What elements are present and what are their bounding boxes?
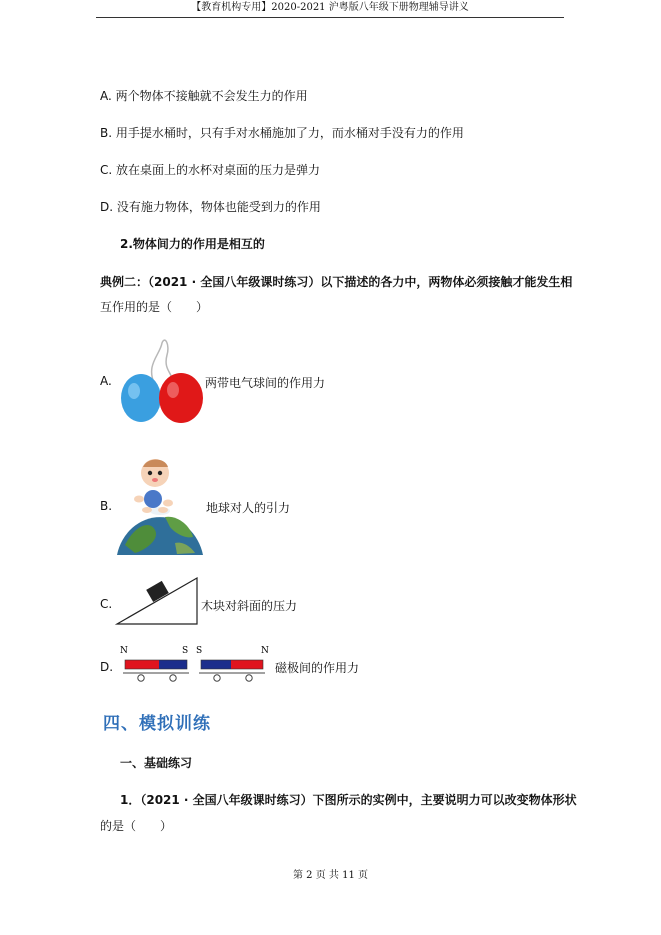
example-line-2: 互作用的是（ ）: [100, 300, 209, 314]
choice-b-caption: 地球对人的引力: [206, 501, 291, 515]
magnet-cart-1: [123, 660, 189, 681]
basic-title: 一、基础练习: [120, 756, 193, 770]
choice-b-letter: B.: [100, 499, 113, 513]
blue-balloon: [121, 374, 161, 422]
page-header: 【教育机构专用】2020-2021 沪粤版八年级下册物理辅导讲义: [96, 0, 564, 18]
question1-line-2: 的是（ ）: [100, 819, 173, 833]
section-heading: 2.物体间力的作用是相互的: [120, 237, 265, 251]
red-balloon: [159, 373, 203, 423]
choice-d-caption: 磁极间的作用力: [275, 661, 360, 675]
example-line-1: [100, 273, 572, 290]
magnet-1-n: N: [120, 646, 128, 656]
part4-title: 四、模拟训练: [103, 714, 211, 734]
question1-line-1: [120, 791, 577, 808]
choice-c-caption: 木块对斜面的压力: [201, 599, 298, 613]
choice-a-letter: A.: [100, 374, 112, 388]
baby: [134, 459, 173, 513]
question1-text: 1．（2021 · 全国八年级课时练习）下图所示的实例中，主要说明力可以改变物体形状: [120, 793, 577, 807]
choice-d-letter: D.: [100, 660, 114, 674]
option-d: D. 没有施力物体，物体也能受到力的作用: [100, 200, 321, 214]
magnets-image: [115, 643, 275, 685]
incline-image: [115, 574, 201, 626]
magnet-1-s: S: [182, 646, 189, 656]
magnet-2-s: S: [196, 646, 203, 656]
example-text: 典例二：（2021 · 全国八年级课时练习）以下描述的各力中，两物体必须接触才能发生相: [100, 275, 573, 289]
option-a: A. 两个物体不接触就不会发生力的作用: [100, 89, 308, 103]
magnet-2-n: N: [261, 646, 269, 656]
magnet-cart-2: [199, 660, 265, 681]
baby-on-earth-image: [115, 455, 205, 555]
option-c: C. 放在桌面上的水杯对桌面的压力是弹力: [100, 163, 321, 177]
page-footer: 第 2 页 共 11 页: [293, 870, 368, 881]
choice-c-letter: C.: [100, 597, 113, 611]
choice-a-caption: 两带电气球间的作用力: [205, 376, 326, 390]
option-b: B. 用手提水桶时，只有手对水桶施加了力，而水桶对手没有力的作用: [100, 126, 464, 140]
balloons-image: [115, 335, 205, 425]
